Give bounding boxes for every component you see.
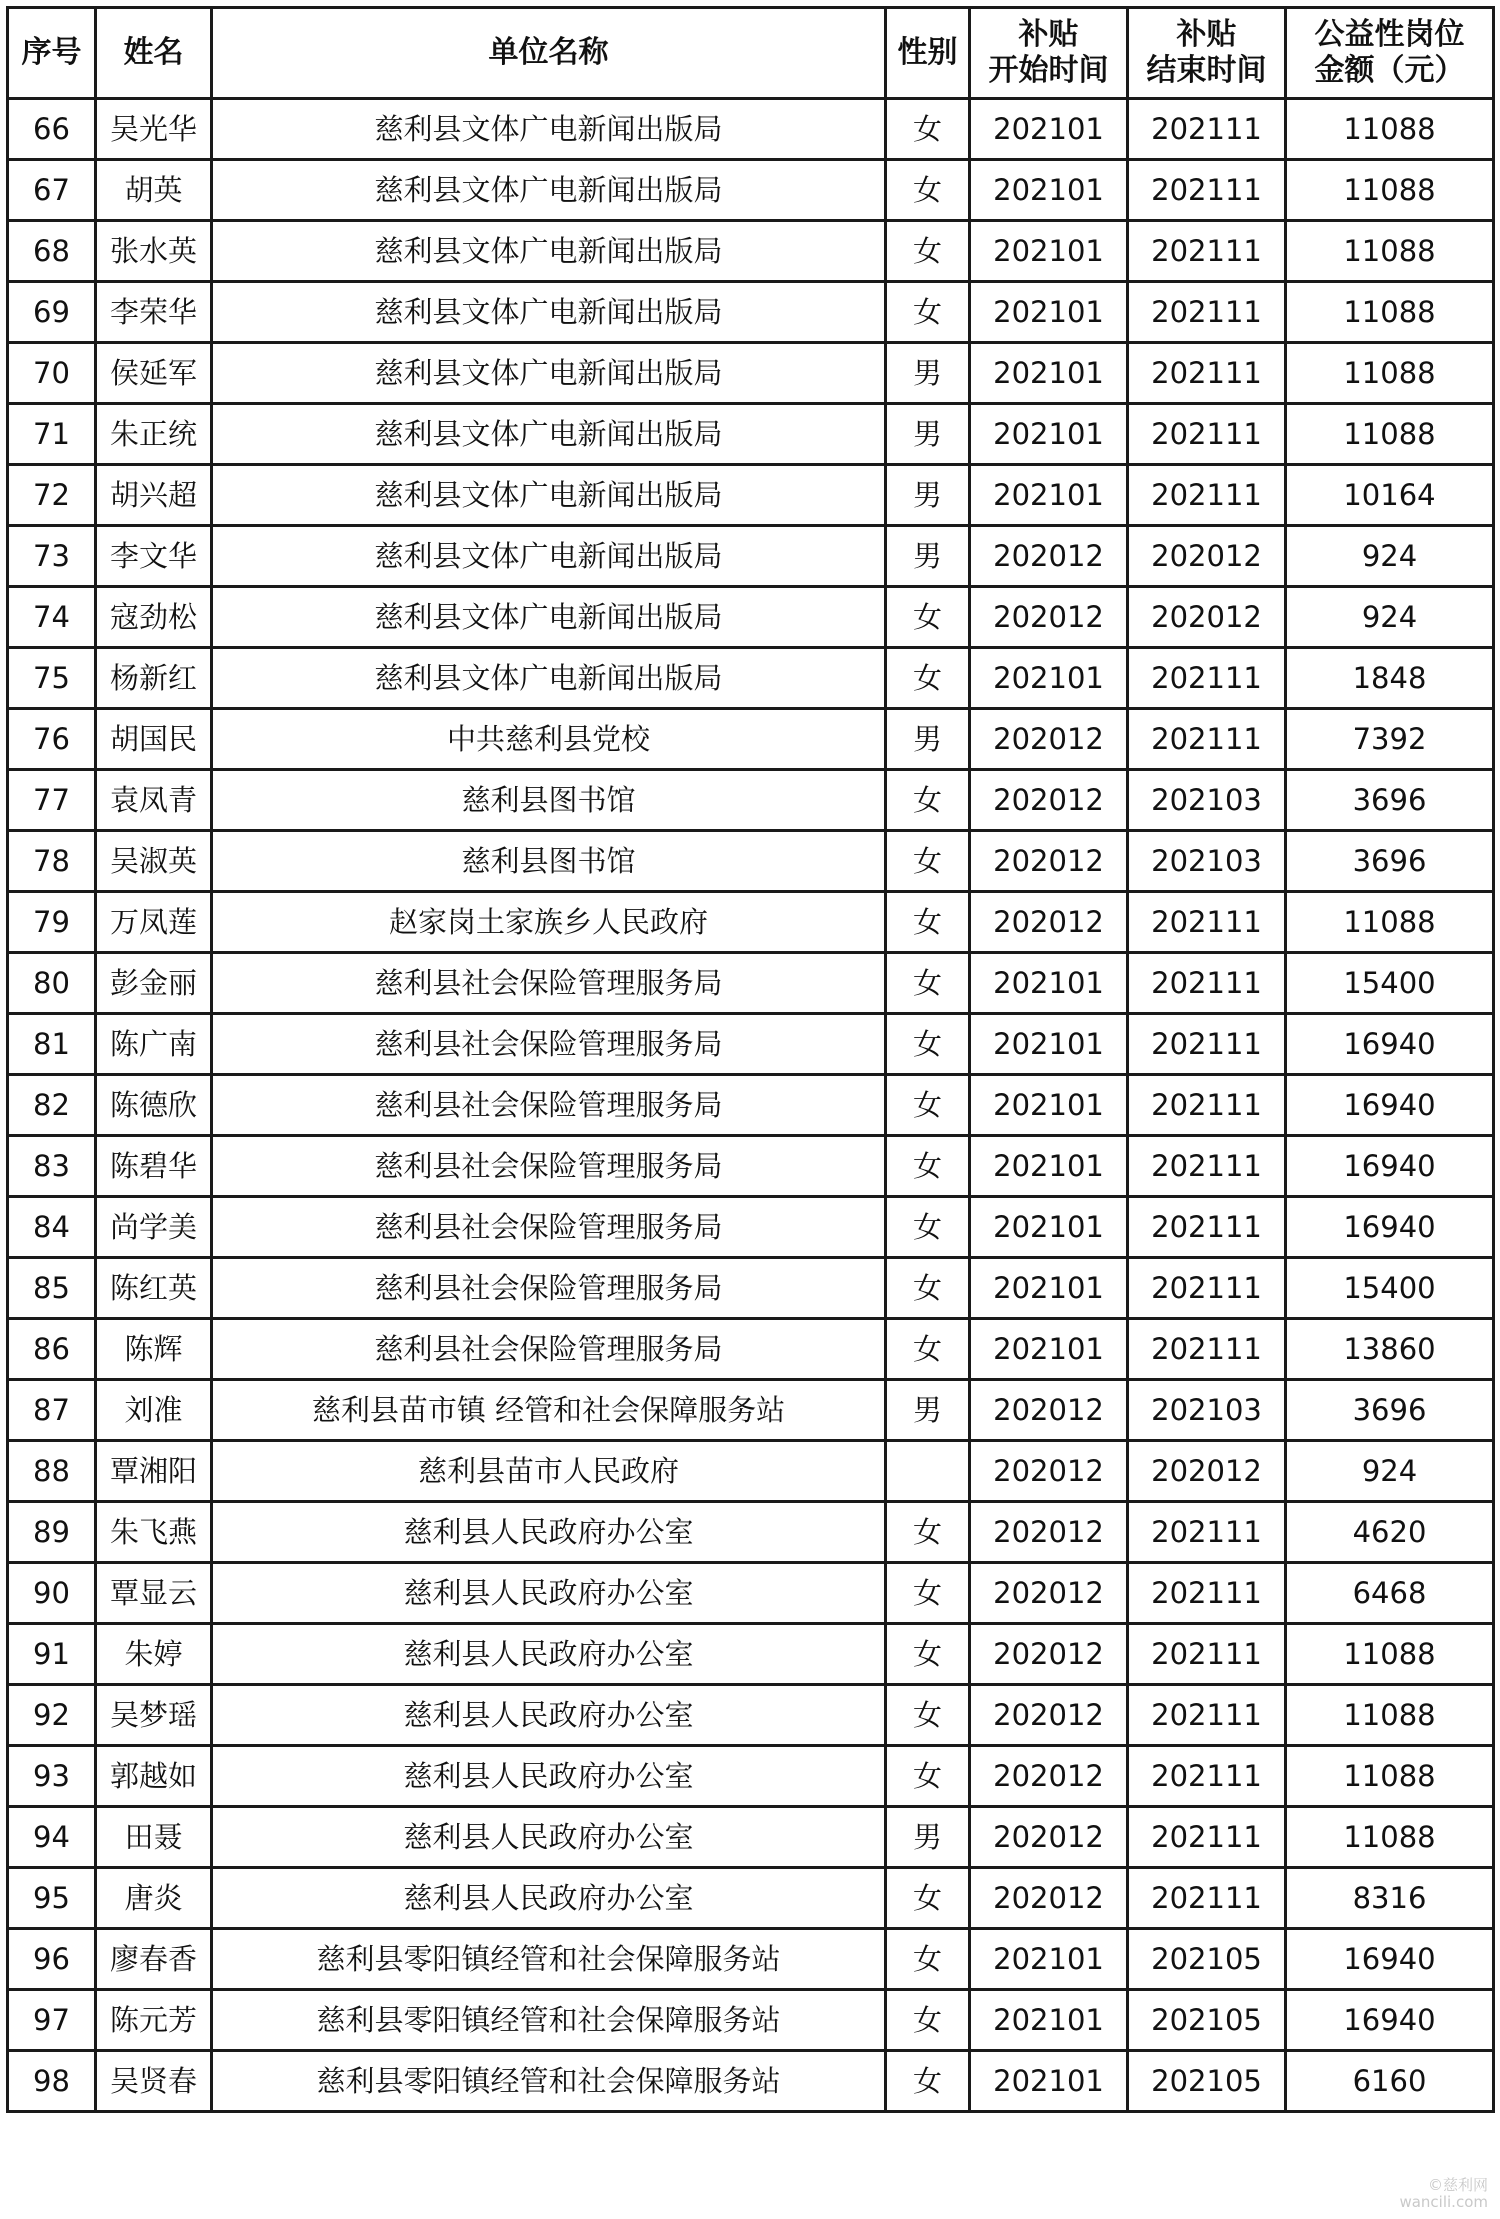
header-gender: 性别 [886, 8, 970, 99]
cell-gender: 女 [886, 1014, 970, 1075]
cell-amount: 16940 [1286, 1197, 1494, 1258]
cell-name: 朱婷 [96, 1624, 212, 1685]
table-row [8, 1868, 1494, 1929]
cell-amount: 1848 [1286, 648, 1494, 709]
cell-unit: 慈利县社会保险管理服务局 [212, 953, 886, 1014]
cell-start-time: 202101 [970, 953, 1128, 1014]
cell-unit: 慈利县文体广电新闻出版局 [212, 282, 886, 343]
cell-unit: 慈利县文体广电新闻出版局 [212, 587, 886, 648]
cell-unit: 慈利县零阳镇经管和社会保障服务站 [212, 1990, 886, 2051]
watermark-line1: ©慈利网 [1427, 2176, 1488, 2194]
cell-name: 李文华 [96, 526, 212, 587]
cell-unit: 慈利县文体广电新闻出版局 [212, 526, 886, 587]
cell-index: 72 [8, 465, 96, 526]
cell-name: 陈辉 [96, 1319, 212, 1380]
cell-unit: 慈利县苗市镇 经管和社会保障服务站 [212, 1380, 886, 1441]
table-row [8, 1685, 1494, 1746]
cell-amount: 6468 [1286, 1563, 1494, 1624]
cell-end-time: 202111 [1128, 465, 1286, 526]
cell-end-time: 202111 [1128, 1075, 1286, 1136]
cell-start-time: 202012 [970, 770, 1128, 831]
table-row [8, 1441, 1494, 1502]
cell-index: 84 [8, 1197, 96, 1258]
cell-gender: 女 [886, 1868, 970, 1929]
cell-amount: 11088 [1286, 99, 1494, 160]
cell-name: 吴梦瑶 [96, 1685, 212, 1746]
cell-start-time: 202101 [970, 99, 1128, 160]
cell-index: 89 [8, 1502, 96, 1563]
table-row [8, 1258, 1494, 1319]
table-row [8, 1380, 1494, 1441]
table-row [8, 1502, 1494, 1563]
cell-end-time: 202103 [1128, 831, 1286, 892]
cell-name: 胡兴超 [96, 465, 212, 526]
cell-start-time: 202101 [970, 160, 1128, 221]
cell-unit: 赵家岗土家族乡人民政府 [212, 892, 886, 953]
cell-amount: 11088 [1286, 892, 1494, 953]
cell-unit: 慈利县图书馆 [212, 831, 886, 892]
cell-index: 82 [8, 1075, 96, 1136]
cell-amount: 11088 [1286, 160, 1494, 221]
cell-amount: 11088 [1286, 1746, 1494, 1807]
cell-amount: 3696 [1286, 770, 1494, 831]
cell-start-time: 202101 [970, 1990, 1128, 2051]
cell-index: 98 [8, 2051, 96, 2112]
cell-gender: 女 [886, 831, 970, 892]
cell-amount: 16940 [1286, 1075, 1494, 1136]
cell-start-time: 202101 [970, 648, 1128, 709]
cell-unit: 慈利县人民政府办公室 [212, 1502, 886, 1563]
cell-amount: 924 [1286, 1441, 1494, 1502]
cell-unit: 慈利县社会保险管理服务局 [212, 1319, 886, 1380]
cell-amount: 4620 [1286, 1502, 1494, 1563]
table-row [8, 465, 1494, 526]
cell-end-time: 202111 [1128, 648, 1286, 709]
cell-amount: 15400 [1286, 953, 1494, 1014]
cell-amount: 11088 [1286, 404, 1494, 465]
cell-start-time: 202012 [970, 1807, 1128, 1868]
table-row [8, 587, 1494, 648]
cell-unit: 中共慈利县党校 [212, 709, 886, 770]
cell-name: 侯延军 [96, 343, 212, 404]
cell-unit: 慈利县文体广电新闻出版局 [212, 343, 886, 404]
cell-name: 覃显云 [96, 1563, 212, 1624]
cell-unit: 慈利县社会保险管理服务局 [212, 1014, 886, 1075]
table-row [8, 160, 1494, 221]
cell-index: 96 [8, 1929, 96, 1990]
cell-unit: 慈利县人民政府办公室 [212, 1746, 886, 1807]
cell-amount: 7392 [1286, 709, 1494, 770]
cell-index: 81 [8, 1014, 96, 1075]
cell-gender: 男 [886, 404, 970, 465]
cell-end-time: 202105 [1128, 1929, 1286, 1990]
cell-index: 73 [8, 526, 96, 587]
cell-gender: 女 [886, 282, 970, 343]
cell-unit: 慈利县人民政府办公室 [212, 1685, 886, 1746]
cell-index: 79 [8, 892, 96, 953]
cell-index: 66 [8, 99, 96, 160]
cell-amount: 11088 [1286, 1624, 1494, 1685]
cell-start-time: 202101 [970, 1136, 1128, 1197]
cell-unit: 慈利县苗市人民政府 [212, 1441, 886, 1502]
cell-gender: 男 [886, 709, 970, 770]
cell-amount: 11088 [1286, 343, 1494, 404]
cell-gender: 女 [886, 1990, 970, 2051]
cell-name: 陈碧华 [96, 1136, 212, 1197]
table-row [8, 1136, 1494, 1197]
cell-end-time: 202111 [1128, 1624, 1286, 1685]
table-row [8, 770, 1494, 831]
cell-start-time: 202012 [970, 587, 1128, 648]
cell-gender: 女 [886, 1502, 970, 1563]
cell-amount: 16940 [1286, 1929, 1494, 1990]
cell-name: 胡英 [96, 160, 212, 221]
cell-start-time: 202101 [970, 343, 1128, 404]
cell-gender: 女 [886, 221, 970, 282]
table-row [8, 2051, 1494, 2112]
cell-amount: 13860 [1286, 1319, 1494, 1380]
cell-unit: 慈利县文体广电新闻出版局 [212, 404, 886, 465]
cell-start-time: 202012 [970, 1441, 1128, 1502]
cell-unit: 慈利县人民政府办公室 [212, 1868, 886, 1929]
cell-index: 67 [8, 160, 96, 221]
cell-gender: 女 [886, 1258, 970, 1319]
cell-index: 69 [8, 282, 96, 343]
header-amount [1286, 8, 1494, 99]
cell-name: 杨新红 [96, 648, 212, 709]
cell-index: 92 [8, 1685, 96, 1746]
cell-unit: 慈利县文体广电新闻出版局 [212, 221, 886, 282]
cell-unit: 慈利县零阳镇经管和社会保障服务站 [212, 1929, 886, 1990]
cell-start-time: 202012 [970, 1868, 1128, 1929]
header-end-time [1128, 8, 1286, 99]
cell-start-time: 202101 [970, 2051, 1128, 2112]
cell-name: 朱飞燕 [96, 1502, 212, 1563]
cell-name: 郭越如 [96, 1746, 212, 1807]
cell-gender: 女 [886, 1929, 970, 1990]
cell-end-time: 202103 [1128, 770, 1286, 831]
cell-start-time: 202101 [970, 465, 1128, 526]
cell-index: 94 [8, 1807, 96, 1868]
cell-end-time: 202111 [1128, 1807, 1286, 1868]
cell-unit: 慈利县社会保险管理服务局 [212, 1197, 886, 1258]
table-row [8, 1319, 1494, 1380]
cell-end-time: 202111 [1128, 1868, 1286, 1929]
cell-end-time: 202111 [1128, 99, 1286, 160]
cell-gender: 女 [886, 1075, 970, 1136]
cell-amount: 3696 [1286, 831, 1494, 892]
table-row [8, 282, 1494, 343]
cell-gender: 女 [886, 953, 970, 1014]
cell-unit: 慈利县图书馆 [212, 770, 886, 831]
cell-end-time: 202111 [1128, 404, 1286, 465]
table-row [8, 648, 1494, 709]
cell-name: 陈德欣 [96, 1075, 212, 1136]
cell-gender: 女 [886, 1563, 970, 1624]
cell-unit: 慈利县文体广电新闻出版局 [212, 160, 886, 221]
cell-end-time: 202111 [1128, 160, 1286, 221]
cell-amount: 10164 [1286, 465, 1494, 526]
cell-gender: 女 [886, 1136, 970, 1197]
cell-end-time: 202012 [1128, 526, 1286, 587]
cell-gender: 男 [886, 526, 970, 587]
header-start-line2: 开始时间 [988, 53, 1109, 88]
cell-name: 陈红英 [96, 1258, 212, 1319]
cell-name: 吴贤春 [96, 2051, 212, 2112]
cell-unit: 慈利县人民政府办公室 [212, 1563, 886, 1624]
cell-index: 86 [8, 1319, 96, 1380]
header-start-line1: 补贴 [1018, 17, 1079, 52]
cell-index: 76 [8, 709, 96, 770]
cell-amount: 15400 [1286, 1258, 1494, 1319]
table-row [8, 1807, 1494, 1868]
cell-unit: 慈利县社会保险管理服务局 [212, 1258, 886, 1319]
cell-index: 68 [8, 221, 96, 282]
cell-start-time: 202012 [970, 1746, 1128, 1807]
cell-start-time: 202012 [970, 1502, 1128, 1563]
cell-amount: 8316 [1286, 1868, 1494, 1929]
cell-start-time: 202012 [970, 892, 1128, 953]
table-row [8, 892, 1494, 953]
cell-gender: 女 [886, 2051, 970, 2112]
cell-end-time: 202105 [1128, 2051, 1286, 2112]
cell-name: 李荣华 [96, 282, 212, 343]
table-row [8, 404, 1494, 465]
table-row [8, 953, 1494, 1014]
cell-name: 廖春香 [96, 1929, 212, 1990]
cell-start-time: 202012 [970, 1563, 1128, 1624]
cell-unit: 慈利县社会保险管理服务局 [212, 1136, 886, 1197]
roster-sheet [6, 6, 1492, 2113]
table-row [8, 221, 1494, 282]
watermark-line2: wancili.com [1399, 2193, 1488, 2211]
header-end-line1: 补贴 [1176, 17, 1237, 52]
cell-index: 75 [8, 648, 96, 709]
cell-end-time: 202012 [1128, 587, 1286, 648]
table-row [8, 1746, 1494, 1807]
cell-gender: 女 [886, 892, 970, 953]
cell-gender: 女 [886, 587, 970, 648]
cell-gender: 女 [886, 1197, 970, 1258]
cell-end-time: 202111 [1128, 343, 1286, 404]
cell-end-time: 202103 [1128, 1380, 1286, 1441]
cell-amount: 924 [1286, 526, 1494, 587]
cell-index: 95 [8, 1868, 96, 1929]
table-row [8, 343, 1494, 404]
cell-index: 87 [8, 1380, 96, 1441]
cell-gender: 男 [886, 1380, 970, 1441]
cell-index: 88 [8, 1441, 96, 1502]
cell-amount: 16940 [1286, 1014, 1494, 1075]
cell-start-time: 202012 [970, 709, 1128, 770]
cell-end-time: 202111 [1128, 1502, 1286, 1563]
table-header-row [8, 8, 1494, 99]
cell-index: 83 [8, 1136, 96, 1197]
cell-start-time: 202012 [970, 1685, 1128, 1746]
cell-index: 93 [8, 1746, 96, 1807]
cell-name: 万凤莲 [96, 892, 212, 953]
cell-amount: 11088 [1286, 282, 1494, 343]
cell-name: 刘准 [96, 1380, 212, 1441]
cell-gender: 女 [886, 1624, 970, 1685]
table-row [8, 1563, 1494, 1624]
table-row [8, 1990, 1494, 2051]
cell-index: 91 [8, 1624, 96, 1685]
cell-index: 90 [8, 1563, 96, 1624]
table-row [8, 831, 1494, 892]
cell-end-time: 202111 [1128, 1685, 1286, 1746]
cell-index: 97 [8, 1990, 96, 2051]
cell-gender: 男 [886, 1807, 970, 1868]
cell-gender [886, 1441, 970, 1502]
cell-unit: 慈利县文体广电新闻出版局 [212, 648, 886, 709]
cell-index: 85 [8, 1258, 96, 1319]
cell-unit: 慈利县零阳镇经管和社会保障服务站 [212, 2051, 886, 2112]
cell-end-time: 202111 [1128, 1258, 1286, 1319]
cell-name: 吴淑英 [96, 831, 212, 892]
cell-start-time: 202101 [970, 282, 1128, 343]
cell-name: 寇劲松 [96, 587, 212, 648]
cell-gender: 女 [886, 1685, 970, 1746]
table-row [8, 1197, 1494, 1258]
cell-start-time: 202101 [970, 1197, 1128, 1258]
cell-gender: 女 [886, 1319, 970, 1380]
cell-name: 袁凤青 [96, 770, 212, 831]
cell-end-time: 202111 [1128, 892, 1286, 953]
cell-amount: 924 [1286, 587, 1494, 648]
cell-start-time: 202012 [970, 1624, 1128, 1685]
cell-name: 陈广南 [96, 1014, 212, 1075]
cell-end-time: 202111 [1128, 1014, 1286, 1075]
cell-name: 陈元芳 [96, 1990, 212, 2051]
subsidy-table [6, 6, 1495, 2113]
cell-unit: 慈利县人民政府办公室 [212, 1624, 886, 1685]
header-index: 序号 [8, 8, 96, 99]
table-row [8, 1075, 1494, 1136]
cell-name: 尚学美 [96, 1197, 212, 1258]
cell-end-time: 202105 [1128, 1990, 1286, 2051]
header-amount-line2: 金额（元） [1314, 53, 1465, 88]
cell-start-time: 202012 [970, 526, 1128, 587]
cell-index: 71 [8, 404, 96, 465]
cell-name: 田聂 [96, 1807, 212, 1868]
cell-start-time: 202101 [970, 1929, 1128, 1990]
site-watermark [1368, 2177, 1488, 2211]
cell-start-time: 202101 [970, 1075, 1128, 1136]
header-end-line2: 结束时间 [1146, 53, 1267, 88]
cell-name: 覃湘阳 [96, 1441, 212, 1502]
cell-amount: 16940 [1286, 1990, 1494, 2051]
cell-end-time: 202111 [1128, 1136, 1286, 1197]
cell-name: 张水英 [96, 221, 212, 282]
cell-end-time: 202111 [1128, 221, 1286, 282]
cell-index: 78 [8, 831, 96, 892]
cell-amount: 3696 [1286, 1380, 1494, 1441]
cell-index: 80 [8, 953, 96, 1014]
cell-amount: 11088 [1286, 221, 1494, 282]
cell-gender: 女 [886, 160, 970, 221]
cell-end-time: 202012 [1128, 1441, 1286, 1502]
cell-unit: 慈利县文体广电新闻出版局 [212, 465, 886, 526]
cell-start-time: 202101 [970, 1014, 1128, 1075]
cell-gender: 女 [886, 1746, 970, 1807]
cell-name: 朱正统 [96, 404, 212, 465]
cell-amount: 6160 [1286, 2051, 1494, 2112]
header-amount-line1: 公益性岗位 [1314, 17, 1465, 52]
table-row [8, 99, 1494, 160]
cell-start-time: 202101 [970, 221, 1128, 282]
cell-name: 吴光华 [96, 99, 212, 160]
cell-unit: 慈利县文体广电新闻出版局 [212, 99, 886, 160]
cell-gender: 男 [886, 343, 970, 404]
cell-index: 77 [8, 770, 96, 831]
cell-name: 胡国民 [96, 709, 212, 770]
cell-gender: 女 [886, 648, 970, 709]
cell-amount: 16940 [1286, 1136, 1494, 1197]
table-body [8, 99, 1494, 2112]
header-start-time [970, 8, 1128, 99]
header-name: 姓名 [96, 8, 212, 99]
cell-end-time: 202111 [1128, 282, 1286, 343]
cell-end-time: 202111 [1128, 953, 1286, 1014]
table-row [8, 709, 1494, 770]
table-row [8, 1929, 1494, 1990]
cell-start-time: 202101 [970, 404, 1128, 465]
cell-end-time: 202111 [1128, 1563, 1286, 1624]
cell-index: 74 [8, 587, 96, 648]
cell-start-time: 202101 [970, 1319, 1128, 1380]
cell-end-time: 202111 [1128, 709, 1286, 770]
table-row [8, 1014, 1494, 1075]
table-row [8, 526, 1494, 587]
cell-end-time: 202111 [1128, 1746, 1286, 1807]
cell-unit: 慈利县社会保险管理服务局 [212, 1075, 886, 1136]
cell-end-time: 202111 [1128, 1319, 1286, 1380]
cell-amount: 11088 [1286, 1685, 1494, 1746]
cell-start-time: 202101 [970, 1258, 1128, 1319]
cell-unit: 慈利县人民政府办公室 [212, 1807, 886, 1868]
cell-name: 彭金丽 [96, 953, 212, 1014]
cell-index: 70 [8, 343, 96, 404]
cell-gender: 女 [886, 770, 970, 831]
cell-start-time: 202012 [970, 1380, 1128, 1441]
cell-end-time: 202111 [1128, 1197, 1286, 1258]
cell-start-time: 202012 [970, 831, 1128, 892]
cell-amount: 11088 [1286, 1807, 1494, 1868]
cell-name: 唐炎 [96, 1868, 212, 1929]
header-unit: 单位名称 [212, 8, 886, 99]
cell-gender: 男 [886, 465, 970, 526]
table-row [8, 1624, 1494, 1685]
cell-gender: 女 [886, 99, 970, 160]
